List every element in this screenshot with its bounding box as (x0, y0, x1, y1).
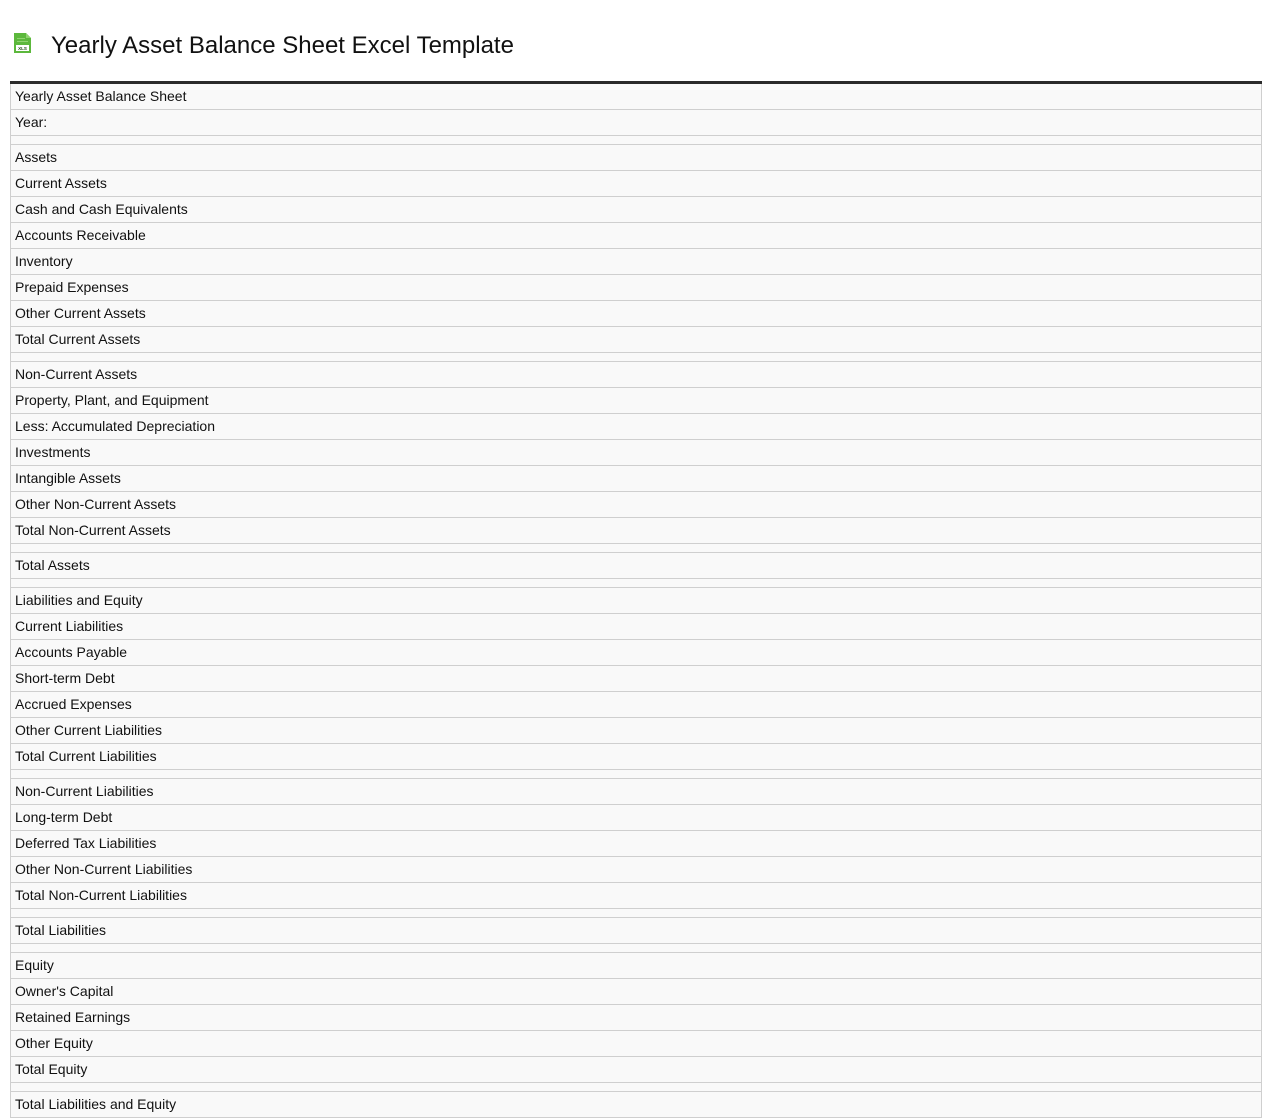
table-row (11, 414, 1262, 440)
row-label-cell[interactable]: Equity (11, 953, 1262, 979)
empty-cell[interactable] (11, 1083, 1262, 1092)
table-row (11, 692, 1262, 718)
xls-file-icon (13, 32, 32, 54)
row-label-cell[interactable]: Investments (11, 440, 1262, 466)
table-row (11, 831, 1262, 857)
sheet-body (11, 84, 1262, 1118)
table-row (11, 953, 1262, 979)
row-label-cell[interactable]: Property, Plant, and Equipment (11, 388, 1262, 414)
table-row (11, 640, 1262, 666)
table-row (11, 110, 1262, 136)
table-row (11, 1057, 1262, 1083)
row-label-cell[interactable]: Deferred Tax Liabilities (11, 831, 1262, 857)
spacer-row (11, 544, 1262, 553)
spacer-row (11, 1083, 1262, 1092)
table-row (11, 718, 1262, 744)
row-label-cell[interactable]: Cash and Cash Equivalents (11, 197, 1262, 223)
table-row (11, 857, 1262, 883)
empty-cell[interactable] (11, 770, 1262, 779)
table-row (11, 883, 1262, 909)
row-label-cell[interactable]: Retained Earnings (11, 1005, 1262, 1031)
row-label-cell[interactable]: Accounts Receivable (11, 223, 1262, 249)
spacer-row (11, 909, 1262, 918)
row-label-cell[interactable]: Assets (11, 145, 1262, 171)
table-row (11, 362, 1262, 388)
table-row (11, 744, 1262, 770)
row-label-cell[interactable]: Total Current Liabilities (11, 744, 1262, 770)
spacer-row (11, 353, 1262, 362)
row-label-cell[interactable]: Inventory (11, 249, 1262, 275)
table-row (11, 1005, 1262, 1031)
spacer-row (11, 136, 1262, 145)
table-row (11, 171, 1262, 197)
table-row (11, 249, 1262, 275)
table-row (11, 779, 1262, 805)
empty-cell[interactable] (11, 136, 1262, 145)
empty-cell[interactable] (11, 944, 1262, 953)
table-row (11, 614, 1262, 640)
table-row (11, 492, 1262, 518)
row-label-cell[interactable]: Other Non-Current Liabilities (11, 857, 1262, 883)
row-label-cell[interactable]: Accounts Payable (11, 640, 1262, 666)
spacer-row (11, 770, 1262, 779)
row-label-cell[interactable]: Current Assets (11, 171, 1262, 197)
table-row (11, 1092, 1262, 1118)
table-row (11, 588, 1262, 614)
row-label-cell[interactable]: Owner's Capital (11, 979, 1262, 1005)
row-label-cell[interactable]: Non-Current Assets (11, 362, 1262, 388)
table-row (11, 301, 1262, 327)
row-label-cell[interactable]: Current Liabilities (11, 614, 1262, 640)
table-row (11, 466, 1262, 492)
table-row (11, 440, 1262, 466)
row-label-cell[interactable]: Total Current Assets (11, 327, 1262, 353)
table-row (11, 388, 1262, 414)
table-row (11, 223, 1262, 249)
row-label-cell[interactable]: Liabilities and Equity (11, 588, 1262, 614)
row-label-cell[interactable]: Yearly Asset Balance Sheet (11, 84, 1262, 110)
empty-cell[interactable] (11, 353, 1262, 362)
page-header (0, 0, 1262, 81)
table-row (11, 1031, 1262, 1057)
row-label-cell[interactable]: Other Current Liabilities (11, 718, 1262, 744)
row-label-cell[interactable]: Prepaid Expenses (11, 275, 1262, 301)
row-label-cell[interactable]: Intangible Assets (11, 466, 1262, 492)
table-row (11, 805, 1262, 831)
row-label-cell[interactable]: Year: (11, 110, 1262, 136)
row-label-cell[interactable]: Total Non-Current Assets (11, 518, 1262, 544)
row-label-cell[interactable]: Total Equity (11, 1057, 1262, 1083)
table-row (11, 84, 1262, 110)
row-label-cell[interactable]: Less: Accumulated Depreciation (11, 414, 1262, 440)
empty-cell[interactable] (11, 909, 1262, 918)
row-label-cell[interactable]: Long-term Debt (11, 805, 1262, 831)
spacer-row (11, 579, 1262, 588)
row-label-cell[interactable]: Short-term Debt (11, 666, 1262, 692)
row-label-cell[interactable]: Total Liabilities and Equity (11, 1092, 1262, 1118)
svg-text:XLS: XLS (18, 46, 27, 51)
row-label-cell[interactable]: Accrued Expenses (11, 692, 1262, 718)
table-row (11, 518, 1262, 544)
row-label-cell[interactable]: Total Non-Current Liabilities (11, 883, 1262, 909)
empty-cell[interactable] (11, 579, 1262, 588)
row-label-cell[interactable]: Total Assets (11, 553, 1262, 579)
row-label-cell[interactable]: Other Non-Current Assets (11, 492, 1262, 518)
row-label-cell[interactable]: Total Liabilities (11, 918, 1262, 944)
table-row (11, 145, 1262, 171)
empty-cell[interactable] (11, 544, 1262, 553)
table-row (11, 327, 1262, 353)
page-title: Yearly Asset Balance Sheet Excel Template (51, 32, 514, 59)
table-row (11, 275, 1262, 301)
table-row (11, 197, 1262, 223)
table-row (11, 666, 1262, 692)
row-label-cell[interactable]: Non-Current Liabilities (11, 779, 1262, 805)
spacer-row (11, 944, 1262, 953)
table-row (11, 918, 1262, 944)
row-label-cell[interactable]: Other Equity (11, 1031, 1262, 1057)
row-label-cell[interactable]: Other Current Assets (11, 301, 1262, 327)
balance-sheet-table (10, 81, 1262, 1118)
table-row (11, 979, 1262, 1005)
table-row (11, 553, 1262, 579)
